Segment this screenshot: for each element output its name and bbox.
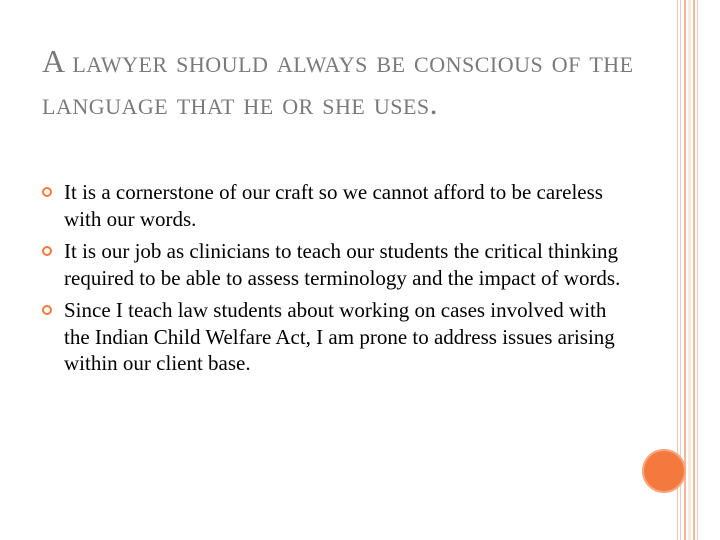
bullet-text: It is our job as clinicians to teach our students the critical thinking required to be able to assess terminology and the impact of words. [64, 239, 621, 290]
bullet-circle-icon [42, 187, 52, 197]
decorative-stripe [697, 0, 698, 540]
bullet-item [42, 179, 632, 232]
bullet-text: It is a cornerstone of our craft so we cannot afford to be careless with our words. [64, 180, 603, 231]
decorative-stripe [684, 0, 686, 540]
slide-title: A lawyer should always be conscious of the language that he or she uses. [42, 43, 634, 121]
bullet-text: Since I teach law students about working on cases involved with the Indian Child Welfare Act, I am prone to address issues arising within our client base. [64, 298, 615, 375]
bullet-circle-icon [42, 305, 52, 315]
decorative-circle [642, 449, 686, 493]
bullet-item [42, 238, 632, 291]
bullet-item [42, 297, 632, 377]
decorative-stripe-panel [688, 0, 691, 540]
decorative-stripe [693, 0, 695, 540]
bullet-list [42, 179, 632, 383]
bullet-circle-icon [42, 246, 52, 256]
